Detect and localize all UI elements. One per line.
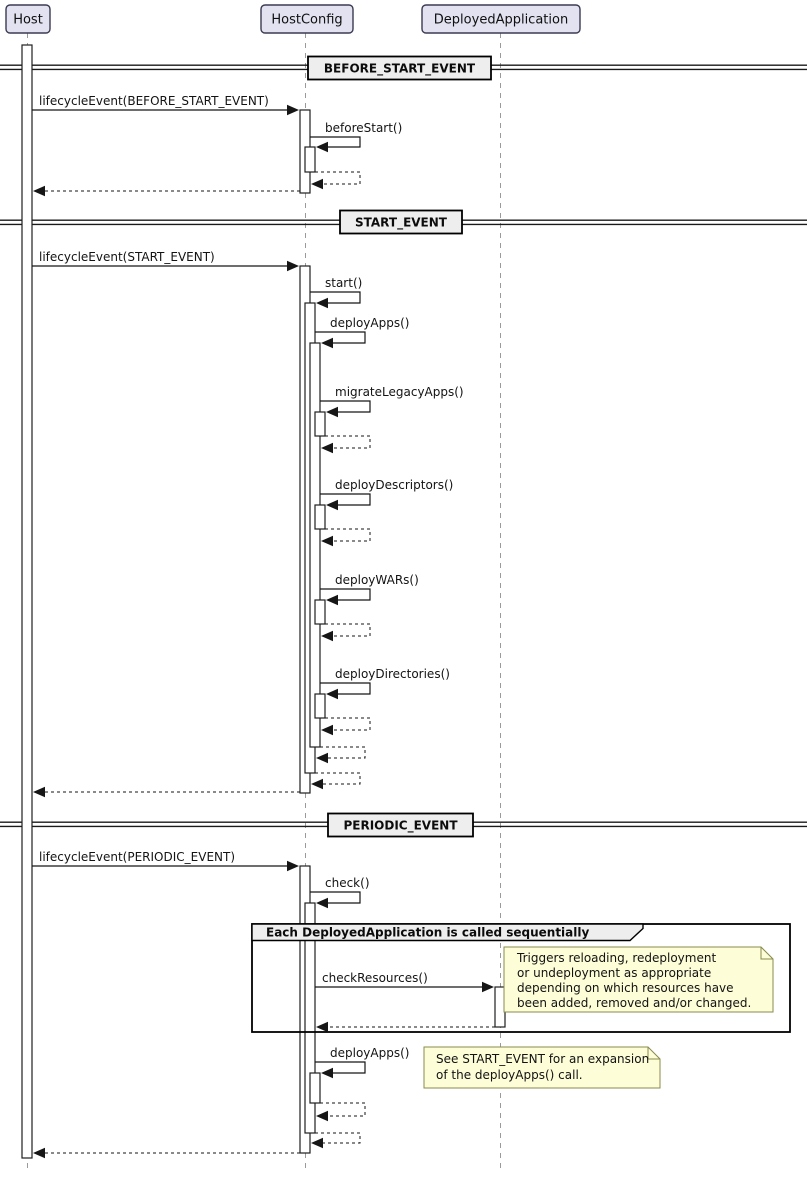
activation-host (22, 45, 32, 1158)
note-line: See START_EVENT for an expansion (436, 1052, 650, 1066)
message-label: beforeStart() (325, 121, 403, 135)
message-deploydirectories-self (320, 667, 450, 699)
note-line: depending on which resources have (517, 981, 734, 995)
participant-label: Host (13, 12, 43, 28)
message-lifecycle-before-start (32, 94, 299, 115)
activation-deploydescriptors (315, 505, 325, 529)
message-checkresources (315, 971, 494, 992)
divider-start-event (340, 211, 462, 234)
return-start (311, 773, 360, 789)
return-deploydescriptors (321, 529, 370, 546)
activation-deploywars (315, 600, 325, 624)
group-label: Each DeployedApplication is called sequentially (266, 925, 590, 940)
return-periodic-to-host (33, 1148, 300, 1158)
message-beforestart-self (310, 121, 402, 152)
return-deployapps (316, 747, 365, 763)
message-label: check() (325, 876, 370, 890)
activation-deployapps (310, 343, 320, 747)
note-line: or undeployment as appropriate (517, 966, 712, 980)
message-start-self (310, 276, 362, 308)
message-label: deployWARs() (335, 573, 419, 587)
message-label: start() (325, 276, 363, 290)
note-line: Triggers reloading, redeployment (517, 951, 717, 965)
note-line: been added, removed and/or changed. (517, 996, 752, 1010)
return-deployapps-periodic (316, 1103, 365, 1121)
return-deploywars (321, 624, 370, 641)
return-check (311, 1133, 360, 1148)
message-deployapps-self (315, 316, 409, 348)
message-check-self (310, 876, 370, 908)
activation-migratelegacyapps (315, 412, 325, 436)
message-lifecycle-periodic (32, 850, 299, 871)
message-label: checkResources() (322, 971, 428, 985)
note-check-resources (504, 947, 773, 1012)
message-deploywars-self (320, 573, 419, 605)
divider-label: START_EVENT (355, 215, 447, 230)
message-lifecycle-start (32, 250, 299, 271)
message-label: lifecycleEvent(START_EVENT) (39, 250, 215, 264)
divider-label: BEFORE_START_EVENT (323, 61, 476, 76)
note-deploy-apps (424, 1047, 660, 1088)
message-deployapps-periodic-self (315, 1046, 409, 1078)
activation-deploydirectories (315, 694, 325, 718)
participant-label: DeployedApplication (433, 12, 569, 28)
message-label: deployDirectories() (335, 667, 450, 681)
return-checkresources (316, 1022, 495, 1032)
return-migratelegacyapps (321, 436, 370, 453)
divider-before-start-event (308, 57, 491, 80)
participant-host (6, 5, 50, 33)
participant-label: HostConfig (271, 12, 343, 28)
return-start-to-host (33, 787, 300, 797)
participant-deployedapplication (422, 5, 580, 33)
return-deploydirectories (321, 718, 370, 735)
return-before-start-to-host (33, 186, 300, 196)
message-label: lifecycleEvent(PERIODIC_EVENT) (39, 850, 236, 864)
activation-deployapps-periodic (310, 1073, 320, 1103)
message-deploydescriptors-self (320, 478, 453, 510)
return-beforestart-self (311, 172, 360, 189)
message-label: migrateLegacyApps() (335, 385, 464, 399)
message-label: deployApps() (330, 1046, 410, 1060)
note-line: of the deployApps() call. (436, 1068, 583, 1082)
divider-label: PERIODIC_EVENT (343, 818, 458, 833)
divider-periodic-event (328, 814, 473, 837)
message-label: deployDescriptors() (335, 478, 454, 492)
message-label: lifecycleEvent(BEFORE_START_EVENT) (39, 94, 269, 108)
message-migratelegacyapps-self (320, 385, 464, 417)
activation-beforestart (305, 147, 315, 172)
message-label: deployApps() (330, 316, 410, 330)
participant-hostconfig (261, 5, 353, 33)
